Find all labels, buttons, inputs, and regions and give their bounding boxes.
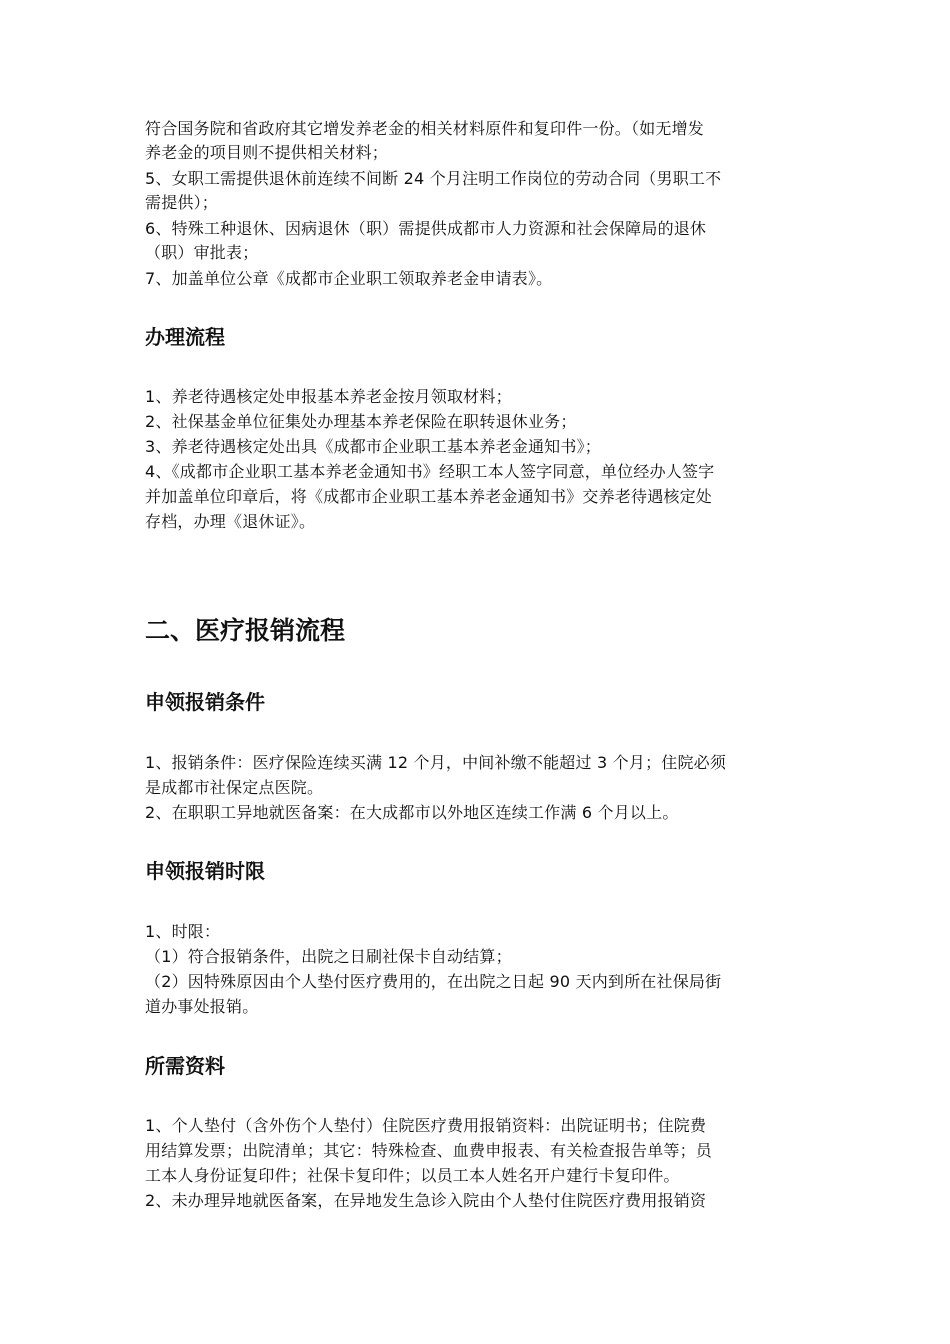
- paragraph-line: 2、社保基金单位征集处办理基本养老保险在职转退休业务；: [145, 412, 577, 431]
- paragraph-line: 2、未办理异地就医备案，在异地发生急诊入院由个人垫付住院医疗费用报销资: [145, 1191, 707, 1210]
- conditions-heading: 申领报销条件: [145, 690, 265, 714]
- paragraph-line: 1、养老待遇核定处申报基本养老金按月领取材料；: [145, 387, 512, 406]
- paragraph-line: 4、《成都市企业职工基本养老金通知书》经职工本人签字同意，单位经办人签字: [145, 462, 715, 481]
- paragraph-line: 道办事处报销。: [145, 997, 259, 1016]
- time-limit-heading: 申领报销时限: [145, 859, 265, 883]
- paragraph-line: 是成都市社保定点医院。: [145, 778, 324, 797]
- paragraph-line: 1、报销条件：医疗保险连续买满 12 个月，中间补缴不能超过 3 个月；住院必须: [145, 753, 727, 772]
- paragraph-line: 用结算发票；出院清单；其它：特殊检查、血费申报表、有关检查报告单等；员: [145, 1141, 713, 1160]
- paragraph-line: 需提供）；: [145, 193, 219, 212]
- paragraph-line: （职）审批表；: [145, 243, 259, 262]
- paragraph-line: 1、时限：: [145, 922, 221, 941]
- paragraph-line: 1、个人垫付（含外伤个人垫付）住院医疗费用报销资料：出院证明书；住院费: [145, 1116, 707, 1135]
- process-heading: 办理流程: [145, 325, 225, 349]
- paragraph-line: 3、养老待遇核定处出具《成都市企业职工基本养老金通知书》；: [145, 437, 601, 456]
- paragraph-line: 并加盖单位印章后，将《成都市企业职工基本养老金通知书》交养老待遇核定处: [145, 487, 713, 506]
- paragraph-line: 6、特殊工种退休、因病退休（职）需提供成都市人力资源和社会保障局的退休: [145, 219, 707, 238]
- paragraph-line: 存档，办理《退休证》。: [145, 512, 316, 531]
- paragraph-line: （2）因特殊原因由个人垫付医疗费用的，在出院之日起 90 天内到所在社保局街: [145, 972, 722, 991]
- paragraph-line: 7、加盖单位公章《成都市企业职工领取养老金申请表》。: [145, 269, 553, 288]
- paragraph-line: （1）符合报销条件，出院之日刷社保卡自动结算；: [145, 947, 512, 966]
- materials-heading: 所需资料: [145, 1054, 225, 1078]
- paragraph-line: 养老金的项目则不提供相关材料；: [145, 143, 389, 162]
- paragraph-line: 2、在职职工异地就医备案：在大成都市以外地区连续工作满 6 个月以上。: [145, 803, 679, 822]
- paragraph-line: 5、女职工需提供退休前连续不间断 24 个月注明工作岗位的劳动合同（男职工不: [145, 169, 722, 188]
- paragraph-line: 符合国务院和省政府其它增发养老金的相关材料原件和复印件一份。（如无增发: [145, 119, 705, 138]
- paragraph-line: 工本人身份证复印件；社保卡复印件；以员工本人姓名开户建行卡复印件。: [145, 1166, 680, 1185]
- section-title: 二、医疗报销流程: [145, 616, 346, 645]
